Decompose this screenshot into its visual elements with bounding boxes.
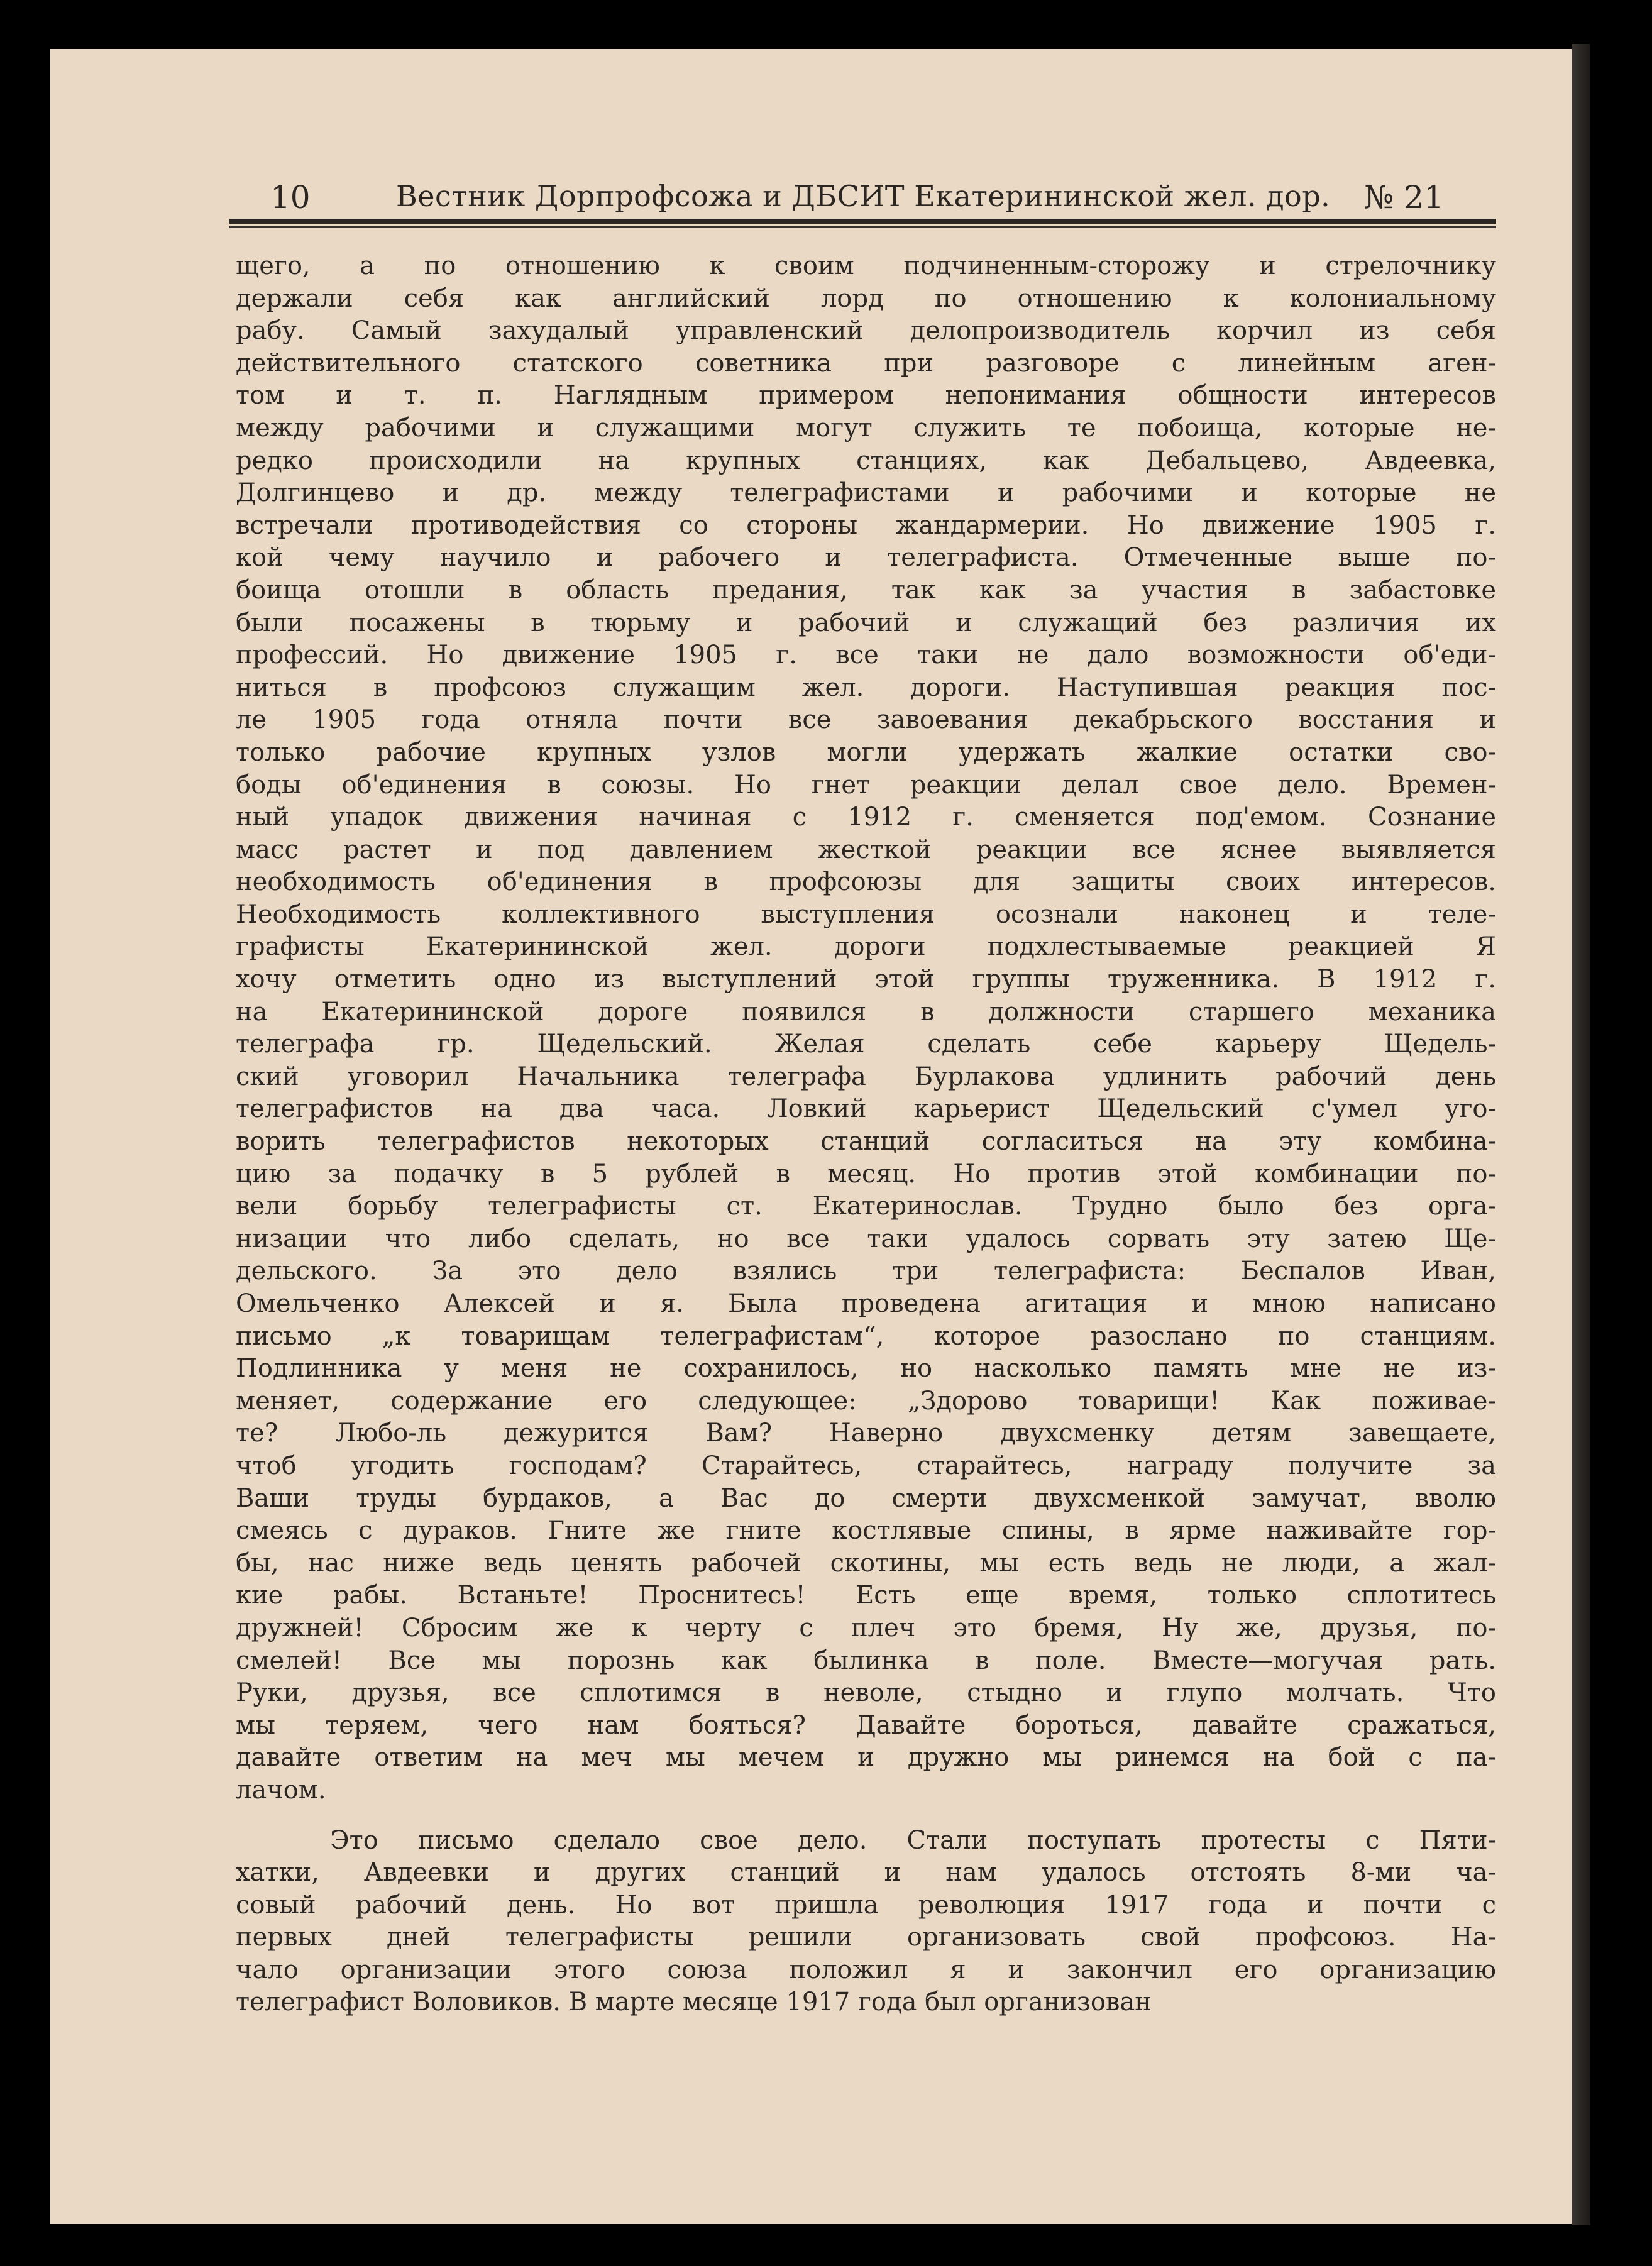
paragraph-2 [236,1825,1496,2020]
scan-border [1590,44,1652,2225]
text-line: масс растет и под давлением жесткой реакции все яснее выявляется [236,835,1496,864]
text-line: дружней! Сбросим же к черту с плеч это бремя, Ну же, друзья, по- [236,1613,1496,1642]
text-line: смеясь с дураков. Гните же гните костлявые спины, в ярме наживайте гор- [236,1516,1496,1546]
text-line: Необходимость коллективного выступления осознали наконец и теле- [236,899,1496,929]
journal-title: Вестник Дорпрофсожа и ДБСИТ Екатерининской жел. дор. [396,179,1331,213]
text-line: встречали противодействия со стороны жандармерии. Но движение 1905 г. [236,510,1496,540]
text-line: те? Любо-ль дежурится Вам? Наверно двухсменку детям завещаете, [236,1419,1496,1448]
text-line: щего, а по отношению к своим подчиненным-сторожу и стрелочнику [236,251,1496,280]
text-line: на Екатерининской дороге появился в должности старшего механика [236,997,1496,1026]
text-line: первых дней телеграфисты решили организовать свой профсоюз. На- [236,1923,1496,1952]
text-line: смелей! Все мы порознь как былинка в поле. Вместе—могучая рать. [236,1646,1496,1675]
text-line: телеграфа гр. Щедельский. Желая сделать себе карьеру Щедель- [236,1030,1496,1059]
text-line: лачом. [236,1775,326,1805]
text-line: том и т. п. Наглядным примером непонимания общности интересов [236,381,1496,410]
text-line: меняет, содержание его следующее: „Здорово товарищи! Как поживае- [236,1386,1496,1416]
text-line: графисты Екатерининской жел. дороги подхлестываемые реакцией Я [236,932,1496,962]
text-line: действительного статского советника при разговоре с линейным аген- [236,348,1496,378]
header-rule [229,219,1496,224]
text-line: только рабочие крупных узлов могли удержать жалкие остатки сво- [236,737,1496,767]
text-line: ле 1905 года отняла почти все завоевания декабрьского восстания и [236,705,1496,735]
text-line: давайте ответим на меч мы мечем и дружно мы ринемся на бой с па- [236,1743,1496,1773]
text-line: ворить телеграфистов некоторых станций согласиться на эту комбина- [236,1127,1496,1157]
text-line: Ваши труды бурдаков, а Вас до смерти двухсменкой замучат, вволю [236,1483,1496,1513]
text-line: хатки, Авдеевки и других станций и нам удалось отстоять 8-ми ча- [236,1858,1496,1888]
text-line: Подлинника у меня не сохранилось, но насколько память мне не из- [236,1354,1496,1383]
text-line: низации что либо сделать, но все таки удалось сорвать эту затею Ще- [236,1224,1496,1253]
text-line: необходимость об'единения в профсоюзы для защиты своих интересов. [236,867,1496,897]
text-line: Руки, друзья, все сплотимся в неволе, стыдно и глупо молчать. Что [236,1678,1496,1708]
text-line: ский уговорил Начальника телеграфа Бурлакова удлинить рабочий день [236,1062,1496,1091]
text-line: Долгинцево и др. между телеграфистами и рабочими и которые не [236,478,1496,508]
text-line: хочу отметить одно из выступлений этой группы труженника. В 1912 г. [236,965,1496,994]
header-rule-thin [229,226,1496,228]
text-line: кой чему научило и рабочего и телеграфиста. Отмеченные выше по- [236,543,1496,573]
text-line: чтоб угодить господам? Старайтесь, старайтесь, награду получите за [236,1451,1496,1480]
text-line: мы теряем, чего нам бояться? Давайте бороться, давайте сражаться, [236,1710,1496,1740]
article-body [236,250,1496,2019]
text-line: профессий. Но движение 1905 г. все таки не дало возможности об'еди- [236,641,1496,670]
text-line: между рабочими и служащими могут служить те побоища, которые не- [236,413,1496,443]
text-line: ниться в профсоюз служащим жел. дороги. Наступившая реакция пос- [236,673,1496,702]
text-line: цию за подачку в 5 рублей в месяц. Но против этой комбинации по- [236,1159,1496,1189]
text-line: рабу. Самый захудалый управленский делопроизводитель корчил из себя [236,316,1496,346]
text-line: письмо „к товарищам телеграфистам“, которое разослано по станциям. [236,1321,1496,1351]
running-header [182,173,1496,226]
text-line: Омельченко Алексей и я. Была проведена агитация и мною написано [236,1289,1496,1318]
text-line: телеграфистов на два часа. Ловкий карьерист Щедельский с'умел уго- [236,1094,1496,1124]
text-line: боды об'единения в союзы. Но гнет реакции делал свое дело. Времен- [236,770,1496,800]
text-line: чало организации этого союза положил я и закончил его организацию [236,1955,1496,1984]
text-line: совый рабочий день. Но вот пришла революция 1917 года и почти с [236,1890,1496,1920]
text-line: кие рабы. Встаньте! Проснитесь! Есть еще время, только сплотитесь [236,1581,1496,1610]
text-line: дельского. За это дело взялись три телеграфиста: Беспалов Иван, [236,1257,1496,1286]
book-spine [1572,44,1590,2225]
paragraph-1 [236,250,1496,1807]
text-line: были посажены в тюрьму и рабочий и служащий без различия их [236,608,1496,637]
paragraph-gap [236,1807,1496,1825]
page-number: 10 [270,179,311,216]
text-line: редко происходили на крупных станциях, как Дебальцево, Авдеевка, [236,446,1496,475]
text-line: Это письмо сделало свое дело. Стали поступать протесты с Пяти- [330,1825,1496,1855]
issue-number: № 21 [1364,179,1444,216]
text-line: держали себя как английский лорд по отношению к колониальному [236,283,1496,313]
text-line: боища отошли в область предания, так как за участия в забастовке [236,575,1496,605]
text-line: бы, нас ниже ведь ценять рабочей скотины, мы есть ведь не люди, а жал- [236,1548,1496,1578]
text-line: телеграфист Воловиков. В марте месяце 1917 года был организован [236,1988,1152,2017]
text-line: вели борьбу телеграфисты ст. Екатеринослав. Трудно было без орга- [236,1192,1496,1221]
text-line: ный упадок движения начиная с 1912 г. сменяется под'емом. Сознание [236,803,1496,832]
